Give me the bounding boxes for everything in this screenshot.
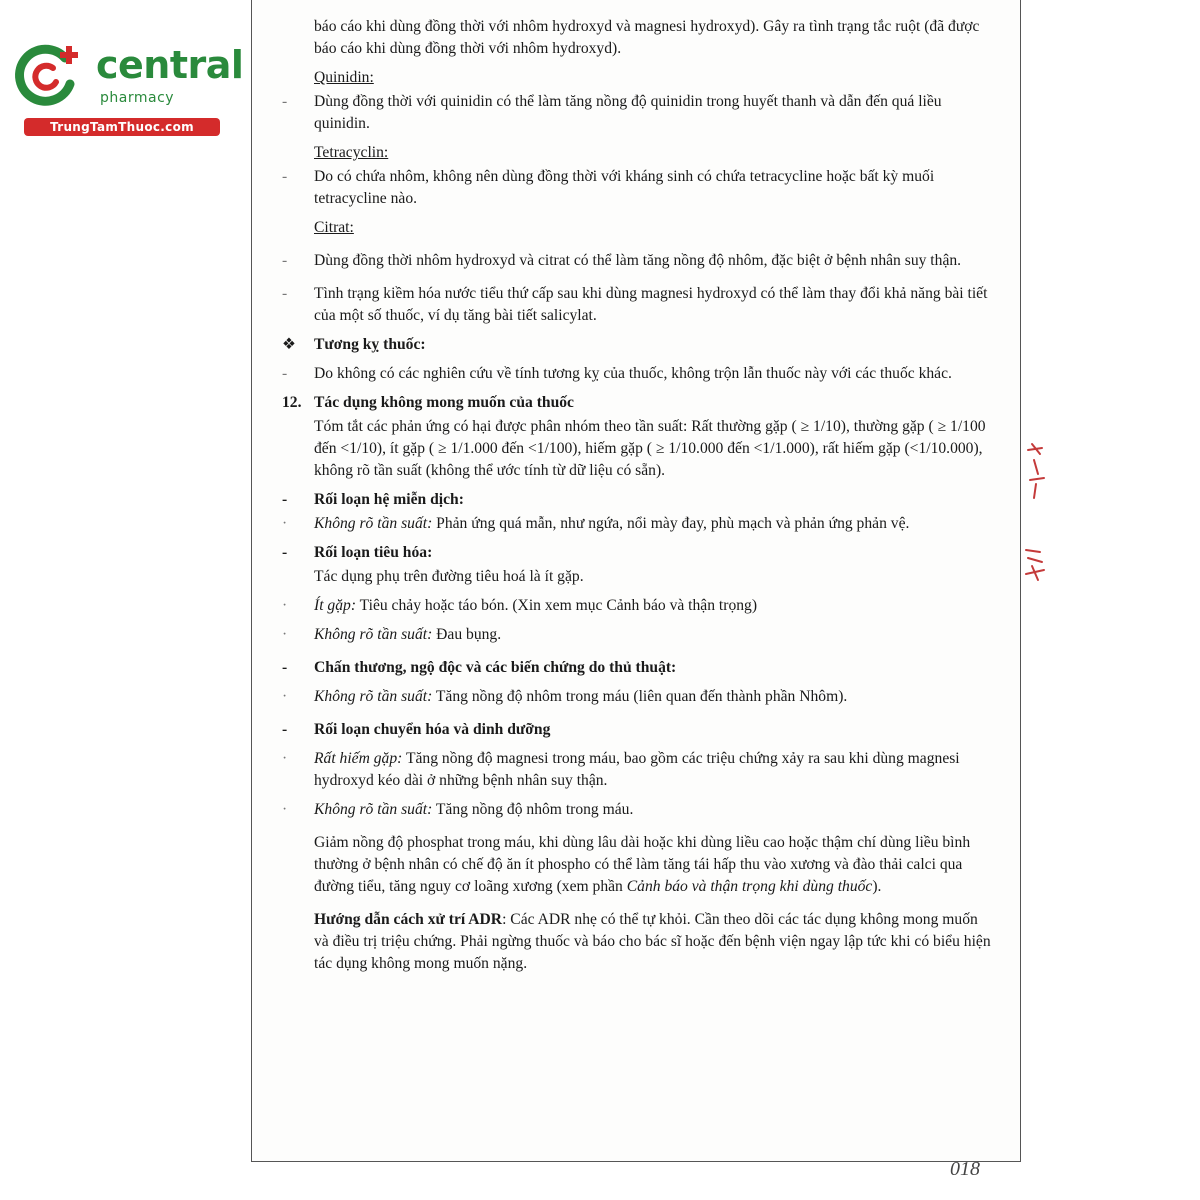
bullet-dot: · (282, 597, 288, 614)
paragraph: Tác dụng phụ trên đường tiêu hoá là ít gặp. (314, 568, 584, 585)
list-item: - Tình trạng kiềm hóa nước tiểu thứ cấp sau khi dùng magnesi hydroxyd có thể làm thay đổi khả năng bài tiết của một số thuốc, ví dụ tăng bài tiết salicylat. (282, 285, 988, 324)
brand-url[interactable]: TrungTamThuoc.com (24, 118, 220, 136)
list-item: · Không rõ tần suất: Tăng nồng độ nhôm trong máu (liên quan đến thành phần Nhôm). (280, 686, 992, 708)
category-injury: - Chấn thương, ngộ độc và các biến chứng do thủ thuật: (280, 657, 992, 679)
list-item: · Rất hiếm gặp: Tăng nồng độ magnesi trong máu, bao gồm các triệu chứng xảy ra sau khi dùng magnesi hydroxyd kéo dài ở những bệnh nhân suy thận. (282, 750, 960, 789)
list-item: · Ít gặp: Tiêu chảy hoặc táo bón. (Xin xem mục Cảnh báo và thận trọng) (280, 595, 992, 617)
paragraph: Giảm nồng độ phosphat trong máu, khi dùng lâu dài hoặc khi dùng liều cao hoặc thậm chí dùng liều bình thường ở bệnh nhân có chế độ ăn ít phospho có thể làm tăng tái hấp thu vào xương và đào thải calci qua đường tiểu, tăng nguy cơ loãng xương (xem phần Cảnh báo và thận trọng khi dùng thuốc). (314, 834, 971, 895)
bullet-dash: - (282, 365, 288, 382)
brand-name: central (96, 43, 244, 87)
document-content (280, 16, 992, 982)
list-item: · Không rõ tần suất: Tăng nồng độ nhôm trong máu. (280, 799, 992, 821)
subheading-tetracyclin: Tetracyclin: (314, 144, 389, 161)
brand-subtitle: pharmacy (100, 90, 175, 106)
category-digestive: - Rối loạn tiêu hóa: (280, 542, 992, 564)
list-item: · Không rõ tần suất: Đau bụng. (280, 624, 992, 646)
section-heading-incompatibility: ❖ Tương kỵ thuốc: (280, 334, 992, 356)
list-item: · Không rõ tần suất: Phản ứng quá mẫn, như ngứa, nổi mày đay, phù mạch và phản ứng phản vệ. (280, 513, 992, 535)
bullet-dash: - (282, 659, 288, 676)
adr-guidance: Hướng dẫn cách xử trí ADR: Các ADR nhẹ có thể tự khỏi. Cần theo dõi các tác dụng không mong muốn và điều trị triệu chứng. Phải ngừng thuốc và báo cho bác sĩ hoặc đến bệnh viện ngay lập tức khi có biểu hiện tác dụng không mong muốn nặng. (314, 911, 991, 972)
bullet-dash: - (282, 93, 288, 110)
bullet-dot: · (282, 515, 288, 532)
section-heading-adverse-effects: 12. Tác dụng không mong muốn của thuốc (280, 392, 992, 414)
paragraph: báo cáo khi dùng đồng thời với nhôm hydroxyd và magnesi hydroxyd). Gây ra tình trạng tắc ruột (đã được báo cáo khi dùng đồng thời với nhôm hydroxyd). (314, 18, 980, 57)
subheading-quinidin: Quinidin: (314, 69, 374, 86)
category-metabolism: - Rối loạn chuyển hóa và dinh dưỡng (280, 719, 992, 741)
handwritten-mark-icon (1014, 440, 1054, 590)
bullet-dash: - (282, 544, 288, 561)
bullet-dash: - (282, 285, 288, 302)
brand-logo (10, 36, 244, 136)
paragraph: Tóm tắt các phản ứng có hại được phân nhóm theo tần suất: Rất thường gặp ( ≥ 1/10), thường gặp ( ≥ 1/100 đến <1/10), ít gặp ( ≥ 1/1.000 đến <1/100), hiếm gặp ( ≥ 1/10.000 đến <1/1.000), rất hiếm gặp (<1/10.000), không rõ tần suất (không thể ước tính từ dữ liệu có sẵn). (314, 418, 986, 479)
bullet-dash: - (282, 252, 288, 269)
bullet-dash: - (282, 168, 288, 185)
list-item: - Do không có các nghiên cứu về tính tương kỵ của thuốc, không trộn lẫn thuốc này với các thuốc khác. (280, 363, 992, 385)
bullet-dot: · (282, 688, 288, 705)
subheading-citrat: Citrat: (314, 219, 354, 236)
list-item: - Do có chứa nhôm, không nên dùng đồng thời với kháng sinh có chứa tetracycline hoặc bất kỳ muối tetracycline nào. (282, 168, 935, 207)
bullet-dot: · (282, 626, 288, 643)
list-item: - Dùng đồng thời nhôm hydroxyd và citrat có thể làm tăng nồng độ nhôm, đặc biệt ở bệnh nhân suy thận. (280, 250, 992, 272)
pharmacy-logo-icon (10, 36, 86, 112)
list-item: - Dùng đồng thời với quinidin có thể làm tăng nồng độ quinidin trong huyết thanh và dẫn đến quá liều quinidin. (282, 93, 942, 132)
section-number: 12. (282, 394, 302, 411)
diamond-bullet-icon: ❖ (282, 336, 296, 353)
bullet-dot: · (282, 801, 288, 818)
bullet-dash: - (282, 721, 288, 738)
page-number: 018 (950, 1158, 980, 1180)
category-immune: - Rối loạn hệ miễn dịch: (280, 489, 992, 511)
bullet-dot: · (282, 750, 288, 767)
bullet-dash: - (282, 491, 288, 508)
